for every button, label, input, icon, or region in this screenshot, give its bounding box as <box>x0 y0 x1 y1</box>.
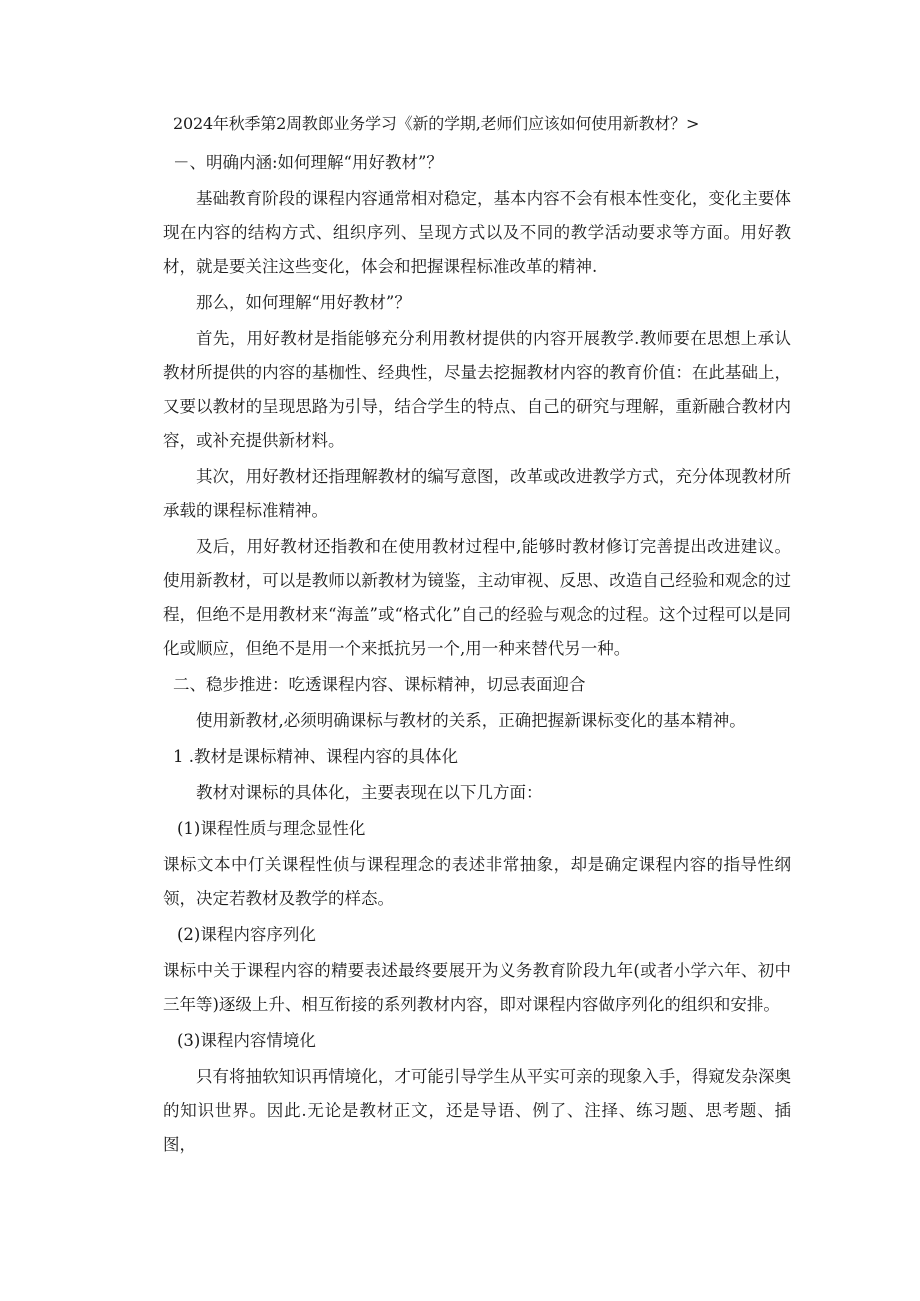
item-heading-3: (3)课程内容情境化 <box>177 1031 316 1050</box>
paragraph: 使用新教材,必须明确课标与教材的关系，正确把握新课标变化的基本精神。 <box>196 711 746 730</box>
paragraph: 那么，如何理解“用好教材”？ <box>196 293 411 312</box>
section-heading-1: －、明确内涵:如何理解“用好教材”？ <box>173 153 443 172</box>
item-heading-2: (2)课程内容序列化 <box>177 925 316 944</box>
paragraph: 课标文本中仃关课程性侦与课程理念的表述非常抽象，却是确定课程内容的指导性纲领，决定若教材及教学的样态。 <box>163 855 791 908</box>
subsection-heading-1: 1 .教材是课标精神、课程内容的具体化 <box>173 747 458 766</box>
paragraph: 课标中关于课程内容的精要表述最终要展开为义务教育阶段九年(或者小学六年、初中三年等)逐级上升、相互衔接的系列教材内容，即对课程内容做序列化的组织和安排。 <box>163 961 791 1014</box>
paragraph: 基础教育阶段的课程内容通常相对稳定，基本内容不会有根本性变化，变化主要体现在内容的结构方式、组织序列、呈现方式以及不同的教学活动要求等方面。用好教材，就是要关注这些变化，体会和把握课程标准改革的精神. <box>163 189 791 276</box>
document-body <box>163 112 791 1164</box>
item-heading-1: (1)课程性质与理念显性化 <box>177 819 366 838</box>
section-heading-2: 二、稳步推进：吃透课程内容、课标精神，切忌表面迎合 <box>173 675 586 694</box>
paragraph: 只有将抽软知识再情境化，才可能引导学生从平实可亲的现象入手，得窥发杂深奥的知识世界。因此.无论是教材正文，还是导语、例了、注择、练习题、思考题、插图， <box>163 1067 791 1154</box>
paragraph: 教材对课标的具体化，主要表现在以下几方面： <box>196 783 543 802</box>
document-title: 2024年秋季第2周教郎业务学习《新的学期,老师们应该如何使用新教材？> <box>173 114 700 133</box>
paragraph: 首先，用好教材是指能够充分利用教材提供的内容开展教学.教师要在思想上承认教材所提供的内容的基枷性、经典性，尽量去挖掘教材内容的教育价值：在此基础上，又要以教材的呈现思路为引导，结合学生的特点、自己的研究与理解，重新融合教材内容，或补充提供新材料。 <box>163 329 791 450</box>
paragraph: 及后，用好教材还指教和在使用教材过程中,能够时教材修订完善提出改进建议。使用新教材，可以是教师以新教材为镜鉴，主动审视、反思、改造自己经验和观念的过程，但绝不是用教材来“海盖”或“格式化”自己的经验与观念的过程。这个过程可以是同化或顺应，但绝不是用一个来抵抗另一个,用一种来替代另一种。 <box>163 537 791 658</box>
paragraph: 其次，用好教材还指理解教材的编写意图，改革或改进教学方式，充分体现教材所承载的课程标准精神。 <box>163 467 791 520</box>
